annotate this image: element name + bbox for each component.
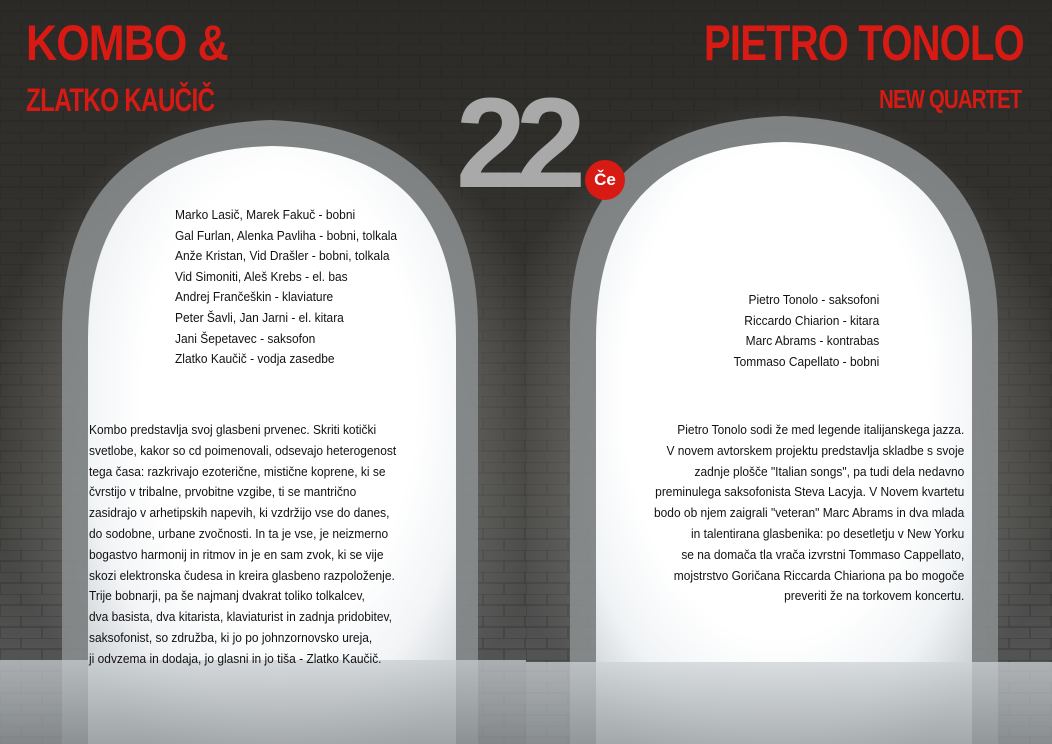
- paragraph-line: zasidrajo v arhetipskih napevih, ki vzdržijo vse do danes,: [89, 505, 390, 521]
- paragraph-line: tega časa: razkrivajo ezoterične, mistične koprene, ki se: [89, 463, 386, 479]
- left-title-line2: ZLATKO KAUČIČ: [26, 82, 215, 118]
- paragraph-line: bogastvo harmonij in ritmov in je en sam zvok, ki se vije: [89, 546, 384, 562]
- credit-line: Zlatko Kaučič - vodja zasedbe: [175, 351, 335, 367]
- paragraph-line: preminulega saksofonista Steva Lacyja. V Novem kvartetu: [654, 484, 964, 500]
- credit-line: Marc Abrams - kontrabas: [745, 333, 879, 349]
- credit-line: Riccardo Chiarion - kitara: [744, 312, 879, 328]
- credit-line: Jani Šepetavec - saksofon: [175, 330, 316, 346]
- credit-line: Peter Šavli, Jan Jarni - el. kitara: [175, 309, 344, 325]
- paragraph-line: preveriti že na torkovem koncertu.: [783, 588, 964, 604]
- paragraph-line: bodo ob njem zaigrali "veteran" Marc Abrams in dva mlada: [653, 505, 964, 521]
- right-title-line1: PIETRO TONOLO: [704, 15, 1024, 71]
- paragraph-line: mojstrstvo Goričana Riccarda Chiariona pa bo mogoče: [673, 567, 964, 583]
- paragraph-line: ji odvzema in dodaja, jo glasni in jo tiša - Zlatko Kaučič.: [89, 650, 382, 666]
- paragraph-line: dva basista, dva kitarista, klaviaturist in zadnja pridobitev,: [89, 609, 392, 625]
- festival-number: 22: [456, 72, 576, 215]
- left-description: [89, 420, 423, 670]
- paragraph-line: se na domača tla vrača izvrstni Tommaso Cappellato,: [681, 546, 964, 562]
- paragraph-line: V novem avtorskem projektu predstavlja skladbe s svoje: [666, 442, 964, 458]
- credit-line: Marko Lasič, Marek Fakuč - bobni: [175, 207, 356, 222]
- credit-line: Pietro Tonolo - saksofoni: [748, 292, 879, 307]
- credit-line: Tommaso Capellato - bobni: [733, 353, 879, 369]
- paragraph-line: saksofonist, so združba, ki jo po johnzornovsko ureja,: [89, 629, 373, 645]
- paragraph-line: Pietro Tonolo sodi že med legende italijanskega jazza.: [676, 422, 964, 437]
- credit-line: Anže Kristan, Vid Drašler - bobni, tolkala: [175, 248, 390, 264]
- left-credits: [175, 205, 416, 370]
- paragraph-line: in talentirana glasbenika: po desetletju v New Yorku: [690, 525, 964, 541]
- paragraph-line: čvrstijo v tribalne, prvobitne vzgibe, ti se mantrično: [89, 484, 357, 500]
- paragraph-line: do sodobne, urbane zvočnosti. In ta je vse, je neizmerno: [89, 525, 389, 541]
- credit-line: Gal Furlan, Alenka Pavliha - bobni, tolkala: [175, 227, 398, 243]
- paragraph-line: Trije bobnarji, pa še najmanj dvakrat toliko tolkalcev,: [89, 588, 365, 604]
- paragraph-line: skozi elektronska čudesa in kreira glasbeno razpoloženje.: [89, 567, 395, 583]
- paragraph-line: Kombo predstavlja svoj glasbeni prvenec. Skriti kotički: [89, 422, 377, 437]
- paragraph-line: svetlobe, kakor so cd poimenovali, odsevajo heterogenost: [89, 442, 397, 458]
- left-title-line1: KOMBO &: [26, 15, 228, 71]
- festival-badge: Če: [585, 160, 625, 200]
- credit-line: Andrej Frančeškin - klaviature: [175, 289, 334, 305]
- right-credits: [721, 290, 879, 372]
- credit-line: Vid Simoniti, Aleš Krebs - el. bas: [175, 268, 348, 284]
- right-description: [627, 420, 964, 607]
- right-title-line2: NEW QUARTET: [879, 84, 1022, 114]
- right-page: [526, 0, 1052, 744]
- paragraph-line: zadnje plošče "Italian songs", pa tudi dela nedavno: [694, 463, 964, 479]
